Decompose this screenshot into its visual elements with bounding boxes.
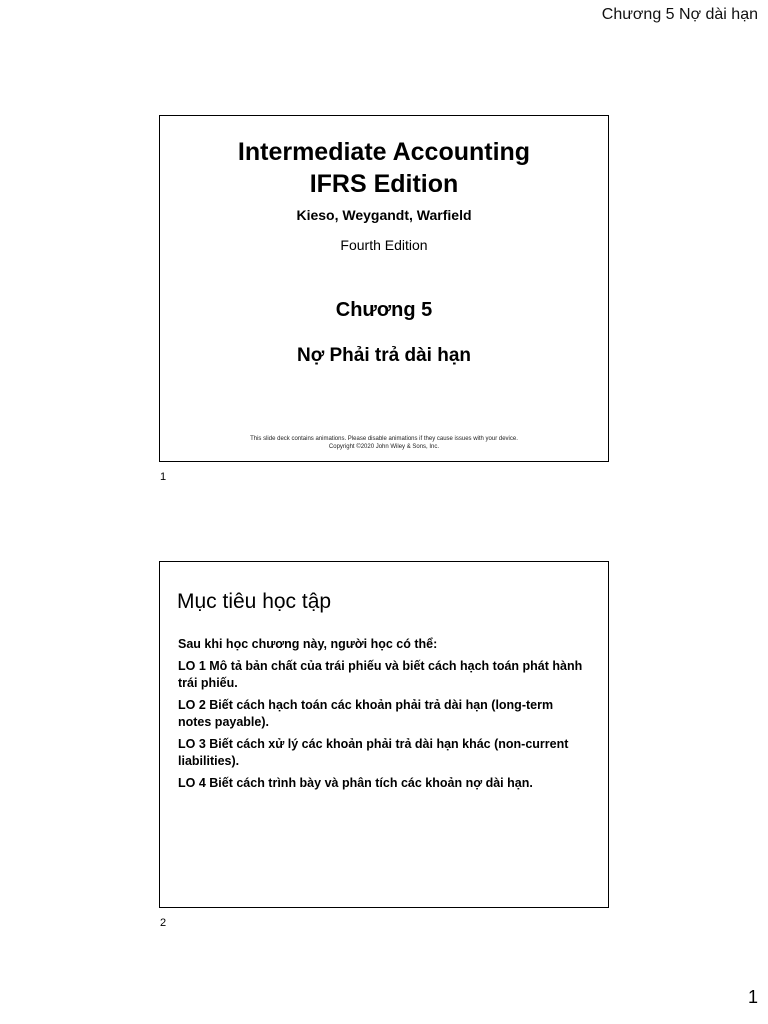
learning-objective-lo2: LO 2 Biết cách hạch toán các khoản phải trả dài hạn (long-term notes payable). — [178, 698, 554, 729]
slide-1-authors: Kieso, Weygandt, Warfield — [296, 207, 472, 223]
page-number: 1 — [747, 987, 758, 1007]
slide-1-animation-note: This slide deck contains animations. Please disable animations if they cause issues with your device. — [250, 436, 518, 442]
slide-1-footnote — [160, 435, 608, 451]
slide-1-chapter: Chương 5 — [335, 299, 433, 321]
slide-1-number: 1 — [160, 471, 167, 483]
slide-1-copyright: Copyright ©2020 John Wiley & Sons, Inc. — [328, 444, 440, 450]
slide-2-title: Mục tiêu học tập — [177, 590, 332, 613]
slide-2-number: 2 — [160, 917, 167, 929]
learning-objective-lo3: LO 3 Biết cách xử lý các khoản phải trả dài hạn khác (non-current liabilities). — [178, 737, 569, 768]
document-header-title: Chương 5 Nợ dài hạn — [601, 6, 758, 23]
learning-objective-lo1: LO 1 Mô tả bản chất của trái phiếu và biết cách hạch toán phát hành trái phiếu. — [178, 659, 583, 690]
slide-1-edition: Fourth Edition — [340, 237, 428, 253]
slide-1-subtitle: Nợ Phải trả dài hạn — [297, 345, 471, 366]
slide-1-title-line-2: IFRS Edition — [309, 170, 459, 198]
slide-1 — [159, 115, 609, 462]
slide-2-body — [178, 636, 583, 797]
learning-objectives-intro: Sau khi học chương này, người học có thể: — [178, 637, 438, 651]
learning-objective-lo4: LO 4 Biết cách trình bày và phân tích các khoản nợ dài hạn. — [178, 776, 533, 790]
slide-1-title-line-1: Intermediate Accounting — [237, 138, 531, 166]
slide-2 — [159, 561, 609, 908]
slide-1-title — [160, 136, 608, 200]
